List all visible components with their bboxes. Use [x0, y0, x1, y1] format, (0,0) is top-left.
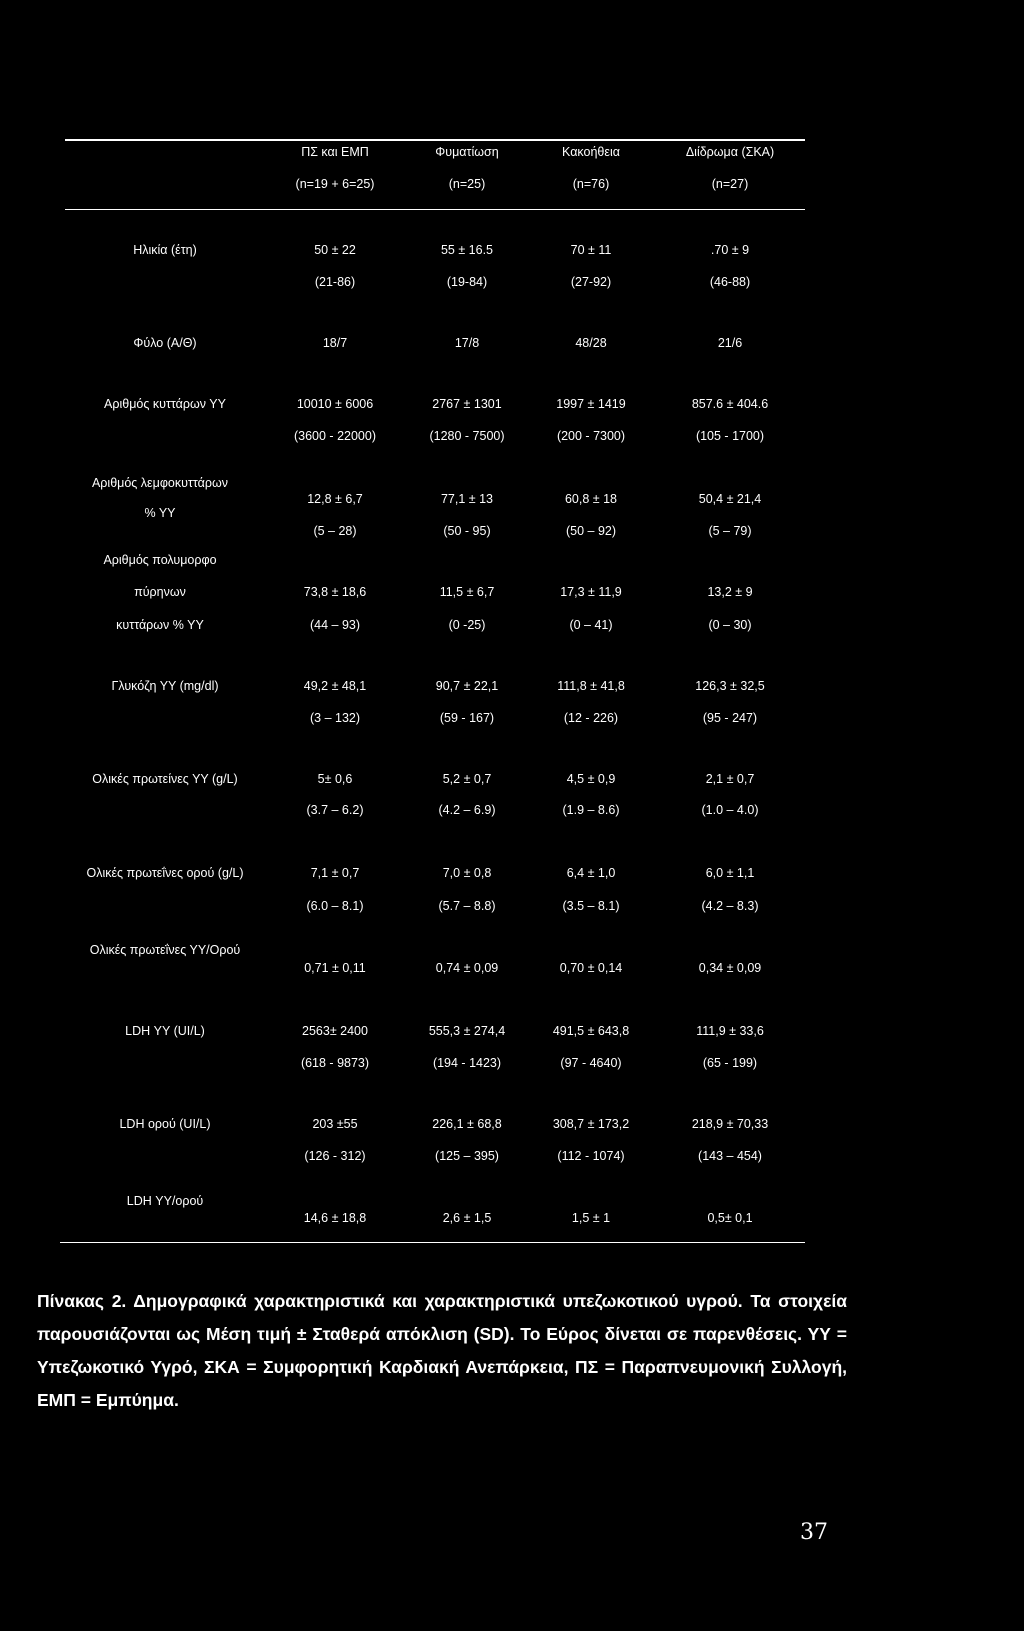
- cell-protein-pf-range-3: (1.9 – 8.6): [562, 803, 620, 817]
- cell-age-range-3: (27-92): [570, 275, 612, 289]
- cell-lymph-range-4: (5 – 79): [708, 524, 752, 538]
- cell-lymph-mean-2: 77,1 ± 13: [440, 492, 494, 506]
- row-label-glucose: Γλυκόζη ΥΥ (mg/dl): [111, 679, 219, 693]
- cell-age-range-2: (19-84): [446, 275, 488, 289]
- cell-ldh-serum-range-2: (125 – 395): [435, 1149, 499, 1163]
- table-top-rule: [65, 139, 805, 141]
- row-label-lymph-1: Αριθμός λεμφοκυττάρων: [91, 476, 229, 490]
- cell-protein-pf-mean-1: 5± 0,6: [317, 772, 353, 786]
- cell-poly-mean-1: 73,8 ± 18,6: [303, 585, 367, 599]
- header-col3: Κακοήθεια: [562, 145, 620, 159]
- page-number: 37: [800, 1520, 828, 1545]
- cell-protein-pf-range-4: (1.0 – 4.0): [701, 803, 759, 817]
- cell-ldh-pf-range-1: (618 - 9873): [300, 1056, 370, 1070]
- cell-age-mean-4: .70 ± 9: [710, 243, 750, 257]
- cell-poly-mean-2: 11,5 ± 6,7: [439, 585, 495, 599]
- cell-protein-pf-range-1: (3.7 – 6.2): [306, 803, 364, 817]
- cell-ldh-ratio-2: 2,6 ± 1,5: [442, 1211, 492, 1225]
- cell-ldh-pf-mean-4: 111,9 ± 33,6: [696, 1024, 764, 1038]
- cell-lymph-mean-3: 60,8 ± 18: [564, 492, 618, 506]
- cell-poly-range-2: (0 -25): [448, 618, 486, 632]
- cell-protein-pf-mean-3: 4,5 ± 0,9: [566, 772, 616, 786]
- cell-poly-range-4: (0 – 30): [708, 618, 752, 632]
- row-label-lymph-2: % ΥΥ: [144, 506, 176, 520]
- cell-glucose-range-4: (95 - 247): [702, 711, 758, 725]
- cell-cells-mean-2: 2767 ± 1301: [432, 397, 502, 411]
- cell-sex-1: 18/7: [322, 336, 348, 350]
- cell-cells-range-3: (200 - 7300): [556, 429, 626, 443]
- cell-ldh-pf-mean-3: 491,5 ± 643,8: [552, 1024, 630, 1038]
- cell-cells-mean-4: 857.6 ± 404.6: [691, 397, 769, 411]
- cell-ldh-ratio-1: 14,6 ± 18,8: [303, 1211, 367, 1225]
- cell-poly-mean-3: 17,3 ± 11,9: [560, 585, 622, 599]
- cell-ldh-pf-range-2: (194 - 1423): [432, 1056, 502, 1070]
- cell-lymph-range-1: (5 – 28): [313, 524, 357, 538]
- cell-cells-range-1: (3600 - 22000): [293, 429, 376, 443]
- row-label-protein-ratio: Ολικές πρωτεΐνες ΥΥ/Ορού: [89, 943, 241, 957]
- cell-ldh-serum-mean-4: 218,9 ± 70,33: [691, 1117, 769, 1131]
- table-bottom-rule: [60, 1242, 805, 1243]
- cell-lymph-range-2: (50 - 95): [443, 524, 491, 538]
- cell-protein-ratio-4: 0,34 ± 0,09: [698, 961, 762, 975]
- cell-protein-serum-mean-1: 7,1 ± 0,7: [310, 866, 360, 880]
- row-label-protein-pf: Ολικές πρωτείνες ΥΥ (g/L): [92, 772, 238, 786]
- cell-age-range-4: (46-88): [709, 275, 751, 289]
- cell-age-range-1: (21-86): [314, 275, 356, 289]
- cell-glucose-mean-3: 111,8 ± 41,8: [557, 679, 625, 693]
- cell-ldh-serum-mean-2: 226,1 ± 68,8: [432, 1117, 502, 1131]
- cell-ldh-serum-mean-3: 308,7 ± 173,2: [552, 1117, 630, 1131]
- cell-glucose-range-1: (3 – 132): [309, 711, 361, 725]
- row-label-age: Ηλικία (έτη): [133, 243, 197, 257]
- table-caption: Πίνακας 2. Δημογραφικά χαρακτηριστικά και χαρακτηριστικά υπεζωκοτικού υγρού. Τα στοιχεία παρουσιάζονται ως Μέση τιμή ± Σταθερά απόκλιση (SD). Το Εύρος δίνεται σε παρενθέσεις. ΥΥ = Υπεζωκοτικό Υγρό, ΣΚΑ = Συμφορητική Καρδιακή Ανεπάρκεια, ΠΣ = Παραπνευμονική Συλλογή, ΕΜΠ = Εμπύημα.: [37, 1291, 847, 1410]
- header-n-col3: (n=76): [572, 177, 610, 191]
- cell-protein-ratio-1: 0,71 ± 0,11: [304, 961, 366, 975]
- cell-glucose-mean-4: 126,3 ± 32,5: [695, 679, 765, 693]
- header-col2: Φυματίωση: [435, 145, 499, 159]
- cell-lymph-range-3: (50 – 92): [565, 524, 617, 538]
- cell-protein-serum-mean-4: 6,0 ± 1,1: [705, 866, 755, 880]
- row-label-poly-1: Αριθμός πολυμορφο: [103, 553, 217, 567]
- cell-ldh-serum-mean-1: 203 ±55: [312, 1117, 358, 1131]
- cell-sex-2: 17/8: [454, 336, 480, 350]
- cell-protein-serum-mean-2: 7,0 ± 0,8: [442, 866, 492, 880]
- cell-poly-range-1: (44 – 93): [309, 618, 361, 632]
- cell-ldh-serum-range-3: (112 - 1074): [557, 1149, 625, 1163]
- cell-glucose-mean-2: 90,7 ± 22,1: [435, 679, 499, 693]
- row-label-cells: Αριθμός κυττάρων ΥΥ: [104, 397, 226, 411]
- header-n-col2: (n=25): [448, 177, 486, 191]
- row-label-protein-serum: Ολικές πρωτεΐνες ορού (g/L): [86, 866, 244, 880]
- cell-ldh-pf-range-4: (65 - 199): [702, 1056, 758, 1070]
- cell-glucose-range-3: (12 - 226): [563, 711, 619, 725]
- row-label-ldh-pf: LDH ΥΥ (UI/L): [125, 1024, 205, 1038]
- cell-protein-pf-range-2: (4.2 – 6.9): [438, 803, 496, 817]
- cell-age-mean-1: 50 ± 22: [314, 243, 356, 257]
- cell-protein-serum-range-3: (3.5 – 8.1): [562, 899, 620, 913]
- header-col4: Διίδρωμα (ΣΚΑ): [685, 145, 775, 159]
- cell-ldh-serum-range-1: (126 - 312): [304, 1149, 366, 1163]
- cell-sex-4: 21/6: [717, 336, 743, 350]
- header-n-col1: (n=19 + 6=25): [295, 177, 375, 191]
- cell-protein-serum-range-4: (4.2 – 8.3): [701, 899, 759, 913]
- cell-protein-pf-mean-4: 2,1 ± 0,7: [705, 772, 755, 786]
- cell-poly-range-3: (0 – 41): [569, 618, 613, 632]
- cell-sex-3: 48/28: [575, 336, 607, 350]
- header-col1: ΠΣ και ΕΜΠ: [301, 145, 369, 159]
- cell-protein-serum-range-2: (5.7 – 8.8): [438, 899, 496, 913]
- row-label-poly-3: κυττάρων % ΥΥ: [116, 618, 204, 632]
- header-n-col4: (n=27): [711, 177, 749, 191]
- row-label-poly-2: πύρηνων: [134, 585, 186, 599]
- row-label-ldh-serum: LDH ορού (UI/L): [119, 1117, 211, 1131]
- row-label-ldh-ratio: LDH ΥΥ/ορού: [126, 1194, 204, 1208]
- cell-poly-mean-4: 13,2 ± 9: [707, 585, 753, 599]
- cell-cells-mean-1: 10010 ± 6006: [296, 397, 374, 411]
- cell-lymph-mean-1: 12,8 ± 6,7: [307, 492, 363, 506]
- cell-cells-range-2: (1280 - 7500): [429, 429, 505, 443]
- cell-ldh-ratio-4: 0,5± 0,1: [707, 1211, 753, 1225]
- cell-ldh-pf-mean-1: 2563± 2400: [302, 1024, 368, 1038]
- cell-ldh-ratio-3: 1,5 ± 1: [571, 1211, 611, 1225]
- cell-age-mean-3: 70 ± 11: [570, 243, 612, 257]
- row-label-sex: Φύλο (Α/Θ): [133, 336, 197, 350]
- cell-protein-ratio-3: 0,70 ± 0,14: [559, 961, 623, 975]
- cell-protein-serum-mean-3: 6,4 ± 1,0: [566, 866, 616, 880]
- cell-protein-serum-range-1: (6.0 – 8.1): [306, 899, 364, 913]
- cell-lymph-mean-4: 50,4 ± 21,4: [698, 492, 762, 506]
- header-rule: [65, 209, 805, 210]
- cell-glucose-range-2: (59 - 167): [439, 711, 495, 725]
- cell-cells-mean-3: 1997 ± 1419: [556, 397, 626, 411]
- cell-ldh-pf-mean-2: 555,3 ± 274,4: [428, 1024, 506, 1038]
- cell-age-mean-2: 55 ± 16.5: [440, 243, 494, 257]
- cell-cells-range-4: (105 - 1700): [695, 429, 765, 443]
- cell-ldh-pf-range-3: (97 - 4640): [560, 1056, 622, 1070]
- cell-glucose-mean-1: 49,2 ± 48,1: [303, 679, 367, 693]
- cell-ldh-serum-range-4: (143 – 454): [698, 1149, 762, 1163]
- cell-protein-pf-mean-2: 5,2 ± 0,7: [442, 772, 492, 786]
- cell-protein-ratio-2: 0,74 ± 0,09: [435, 961, 499, 975]
